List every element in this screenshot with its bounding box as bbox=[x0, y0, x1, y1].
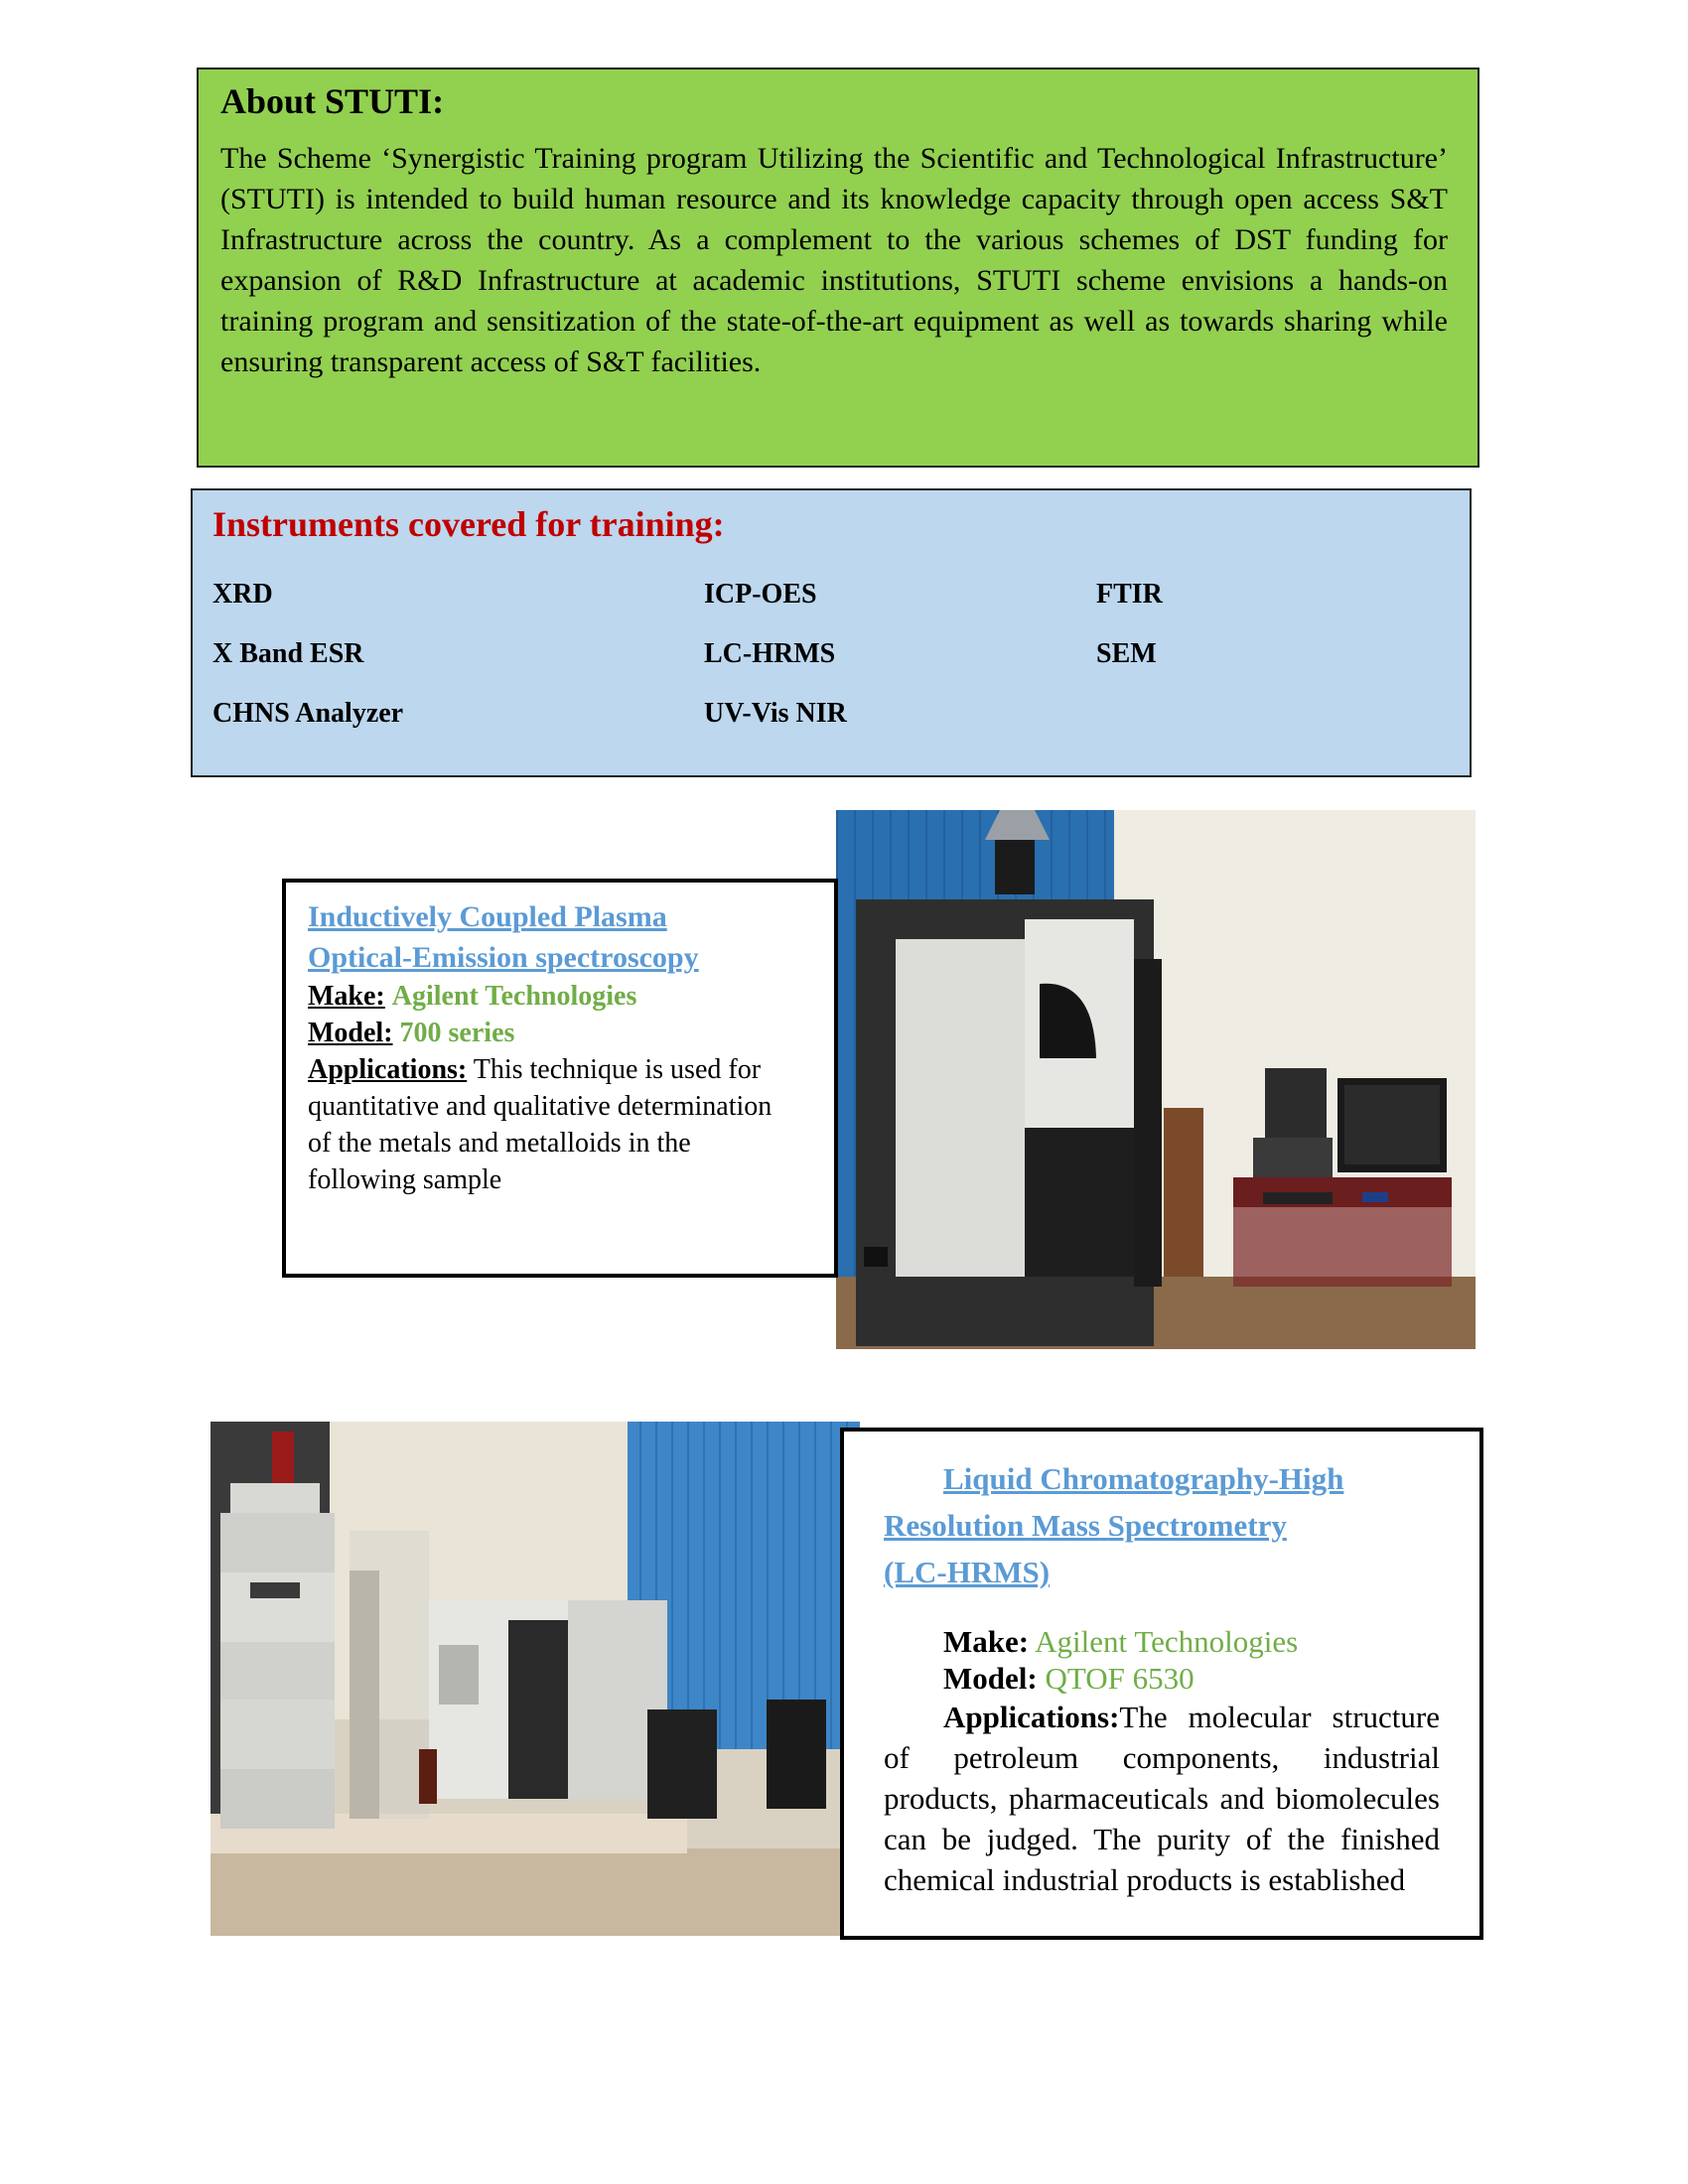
icp-model-value: 700 series bbox=[399, 1018, 515, 1048]
icp-model-label: Model: bbox=[308, 1018, 393, 1048]
icp-applications-line: This technique is used for bbox=[467, 1054, 762, 1085]
lc-applications-text: The molecular structure of petroleum components, industrial products, pharmaceuticals and biomolecules can be judged. The purity of the finished chemical industrial products is established bbox=[884, 1700, 1440, 1897]
lc-hrms-photo bbox=[211, 1422, 860, 1936]
lc-applications bbox=[884, 1697, 1440, 1900]
instrument-item: UV-Vis NIR bbox=[704, 698, 847, 729]
about-stuti-box bbox=[197, 68, 1479, 468]
instruments-box bbox=[191, 488, 1472, 777]
icp-applications-line: quantitative and qualitative determination bbox=[308, 1091, 773, 1122]
instruments-list bbox=[212, 565, 1450, 744]
lc-make-label: Make: bbox=[943, 1624, 1030, 1659]
lc-make-row bbox=[884, 1623, 1440, 1660]
instrument-item: X Band ESR bbox=[212, 638, 364, 669]
icp-applications-label: Applications: bbox=[308, 1054, 468, 1085]
lc-make-value: Agilent Technologies bbox=[1035, 1624, 1299, 1659]
icp-applications-line: of the metals and metalloids in the bbox=[308, 1128, 691, 1159]
lc-model-value: QTOF 6530 bbox=[1045, 1661, 1195, 1696]
icp-model-row bbox=[308, 1015, 816, 1051]
lc-title-link-b[interactable]: Spectrometry bbox=[1107, 1508, 1287, 1543]
icp-make-row bbox=[308, 978, 816, 1015]
lc-title-line-2 bbox=[884, 1502, 1440, 1549]
instrument-item: ICP-OES bbox=[704, 579, 817, 610]
instrument-item: XRD bbox=[212, 579, 273, 610]
about-heading: About STUTI: bbox=[220, 81, 445, 121]
lc-model-label: Model: bbox=[943, 1661, 1038, 1696]
about-body: The Scheme ‘Synergistic Training program Utilizing the Scientific and Technological Infrastructure’ (STUTI) is intended to build human resource and its knowledge capacity through open access S&T Infrastructure across the country. As a complement to the various schemes of DST funding for expansion of R&D Infrastructure at academic institutions, STUTI scheme envisions a hands-on training program and sensitization of the state-of-the-art equipment as well as towards sharing while ensuring transparent access of S&T facilities. bbox=[220, 142, 1448, 378]
icp-oes-photo bbox=[836, 810, 1476, 1349]
instrument-item: FTIR bbox=[1096, 579, 1163, 610]
instrument-item: CHNS Analyzer bbox=[212, 698, 404, 729]
icp-make-label: Make: bbox=[308, 981, 385, 1012]
icp-oes-card bbox=[282, 879, 838, 1278]
icp-title-line-1[interactable]: Inductively Coupled Plasma bbox=[308, 900, 667, 933]
lc-title-line-3[interactable]: (LC-HRMS) bbox=[884, 1555, 1051, 1589]
icp-title-line-2[interactable]: Optical-Emission spectroscopy bbox=[308, 941, 699, 974]
lc-title-line-1[interactable]: Liquid Chromatography-High bbox=[943, 1461, 1344, 1496]
lc-model-row bbox=[884, 1660, 1440, 1697]
icp-applications-row bbox=[308, 1051, 816, 1088]
lc-title-link-a[interactable]: Resolution Mass bbox=[884, 1508, 1100, 1543]
instrument-item: LC-HRMS bbox=[704, 638, 836, 669]
instruments-heading: Instruments covered for training: bbox=[212, 504, 725, 544]
instrument-item: SEM bbox=[1096, 638, 1157, 669]
lc-applications-label: Applications: bbox=[943, 1700, 1120, 1734]
icp-make-value: Agilent Technologies bbox=[391, 981, 637, 1012]
lc-hrms-card bbox=[840, 1428, 1483, 1940]
icp-applications-line: following sample bbox=[308, 1164, 502, 1195]
